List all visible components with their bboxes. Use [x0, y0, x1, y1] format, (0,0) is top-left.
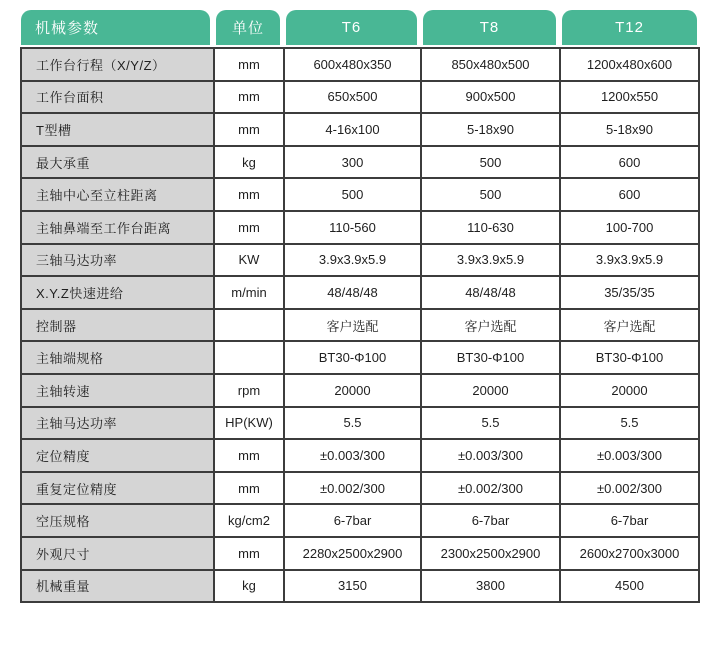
value-cell-t12: 6-7bar: [560, 504, 699, 537]
value-cell-unit: [214, 341, 284, 374]
value-cell-unit: mm: [214, 439, 284, 472]
table-row: [21, 309, 699, 342]
value-cell-t6: BT30-Φ100: [284, 341, 421, 374]
value-cell-t8: 2300x2500x2900: [421, 537, 560, 570]
column-header-t8: T8: [423, 10, 556, 45]
value-cell-unit: kg/cm2: [214, 504, 284, 537]
table-row: [21, 374, 699, 407]
param-name-cell: 定位精度: [21, 439, 214, 472]
value-cell-unit: mm: [214, 537, 284, 570]
value-cell-t6: ±0.002/300: [284, 472, 421, 505]
column-header-t12: T12: [562, 10, 697, 45]
value-cell-unit: mm: [214, 211, 284, 244]
value-cell-t12: 600: [560, 178, 699, 211]
param-name-cell: 空压规格: [21, 504, 214, 537]
value-cell-unit: mm: [214, 113, 284, 146]
param-name-cell: 控制器: [21, 309, 214, 342]
value-cell-t6: 20000: [284, 374, 421, 407]
value-cell-t6: 300: [284, 146, 421, 179]
value-cell-unit: KW: [214, 244, 284, 277]
value-cell-t12: ±0.002/300: [560, 472, 699, 505]
value-cell-unit: mm: [214, 178, 284, 211]
param-name-cell: 主轴鼻端至工作台距离: [21, 211, 214, 244]
table-row: [21, 341, 699, 374]
value-cell-t8: 20000: [421, 374, 560, 407]
value-cell-t8: ±0.003/300: [421, 439, 560, 472]
value-cell-t6: 5.5: [284, 407, 421, 440]
value-cell-t8: 110-630: [421, 211, 560, 244]
value-cell-t12: 100-700: [560, 211, 699, 244]
value-cell-t8: ±0.002/300: [421, 472, 560, 505]
table-row: [21, 146, 699, 179]
value-cell-t8: 850x480x500: [421, 48, 560, 81]
value-cell-t6: 4-16x100: [284, 113, 421, 146]
value-cell-t6: 600x480x350: [284, 48, 421, 81]
param-name-cell: 主轴端规格: [21, 341, 214, 374]
value-cell-unit: mm: [214, 472, 284, 505]
value-cell-t6: 2280x2500x2900: [284, 537, 421, 570]
value-cell-unit: [214, 309, 284, 342]
value-cell-t12: 20000: [560, 374, 699, 407]
value-cell-t12: 2600x2700x3000: [560, 537, 699, 570]
table-row: [21, 48, 699, 81]
param-name-cell: 最大承重: [21, 146, 214, 179]
table-row: [21, 439, 699, 472]
value-cell-t12: 客户选配: [560, 309, 699, 342]
param-name-cell: 主轴马达功率: [21, 407, 214, 440]
value-cell-unit: HP(KW): [214, 407, 284, 440]
param-name-cell: T型槽: [21, 113, 214, 146]
value-cell-unit: mm: [214, 48, 284, 81]
param-name-cell: 工作台面积: [21, 81, 214, 114]
value-cell-t6: 48/48/48: [284, 276, 421, 309]
param-name-cell: X.Y.Z快速进给: [21, 276, 214, 309]
value-cell-t12: 5-18x90: [560, 113, 699, 146]
value-cell-t12: 600: [560, 146, 699, 179]
column-header-t6: T6: [286, 10, 417, 45]
spec-table-container: [20, 10, 698, 603]
param-name-cell: 主轴转速: [21, 374, 214, 407]
table-row: [21, 276, 699, 309]
value-cell-t12: 1200x550: [560, 81, 699, 114]
table-row: [21, 113, 699, 146]
value-cell-t6: 110-560: [284, 211, 421, 244]
value-cell-t8: 3800: [421, 570, 560, 603]
table-row: [21, 407, 699, 440]
value-cell-unit: kg: [214, 146, 284, 179]
spec-table: [20, 47, 700, 603]
param-name-cell: 三轴马达功率: [21, 244, 214, 277]
value-cell-t8: 5.5: [421, 407, 560, 440]
value-cell-t12: ±0.003/300: [560, 439, 699, 472]
value-cell-t8: 500: [421, 178, 560, 211]
param-name-cell: 重复定位精度: [21, 472, 214, 505]
value-cell-t8: 500: [421, 146, 560, 179]
value-cell-t12: 5.5: [560, 407, 699, 440]
value-cell-unit: mm: [214, 81, 284, 114]
value-cell-t6: 客户选配: [284, 309, 421, 342]
value-cell-unit: kg: [214, 570, 284, 603]
param-name-cell: 机械重量: [21, 570, 214, 603]
param-name-cell: 主轴中心至立柱距离: [21, 178, 214, 211]
table-row: [21, 81, 699, 114]
value-cell-t6: 3.9x3.9x5.9: [284, 244, 421, 277]
table-row: [21, 570, 699, 603]
value-cell-t6: ±0.003/300: [284, 439, 421, 472]
value-cell-t6: 500: [284, 178, 421, 211]
value-cell-t6: 3150: [284, 570, 421, 603]
value-cell-t12: 35/35/35: [560, 276, 699, 309]
table-row: [21, 211, 699, 244]
value-cell-t12: 1200x480x600: [560, 48, 699, 81]
value-cell-t8: 客户选配: [421, 309, 560, 342]
value-cell-t12: 3.9x3.9x5.9: [560, 244, 699, 277]
value-cell-t8: BT30-Φ100: [421, 341, 560, 374]
value-cell-t12: BT30-Φ100: [560, 341, 699, 374]
table-row: [21, 472, 699, 505]
table-row: [21, 178, 699, 211]
table-body: [21, 48, 699, 602]
value-cell-t8: 900x500: [421, 81, 560, 114]
column-header-unit: 单位: [216, 10, 280, 45]
table-row: [21, 244, 699, 277]
value-cell-t6: 6-7bar: [284, 504, 421, 537]
table-header-row: [20, 10, 698, 45]
table-row: [21, 504, 699, 537]
value-cell-t6: 650x500: [284, 81, 421, 114]
value-cell-unit: m/min: [214, 276, 284, 309]
value-cell-t8: 6-7bar: [421, 504, 560, 537]
value-cell-unit: rpm: [214, 374, 284, 407]
value-cell-t8: 5-18x90: [421, 113, 560, 146]
table-row: [21, 537, 699, 570]
param-name-cell: 工作台行程（X/Y/Z）: [21, 48, 214, 81]
value-cell-t8: 48/48/48: [421, 276, 560, 309]
value-cell-t12: 4500: [560, 570, 699, 603]
column-header-machine-params: 机械参数: [21, 10, 210, 45]
param-name-cell: 外观尺寸: [21, 537, 214, 570]
value-cell-t8: 3.9x3.9x5.9: [421, 244, 560, 277]
